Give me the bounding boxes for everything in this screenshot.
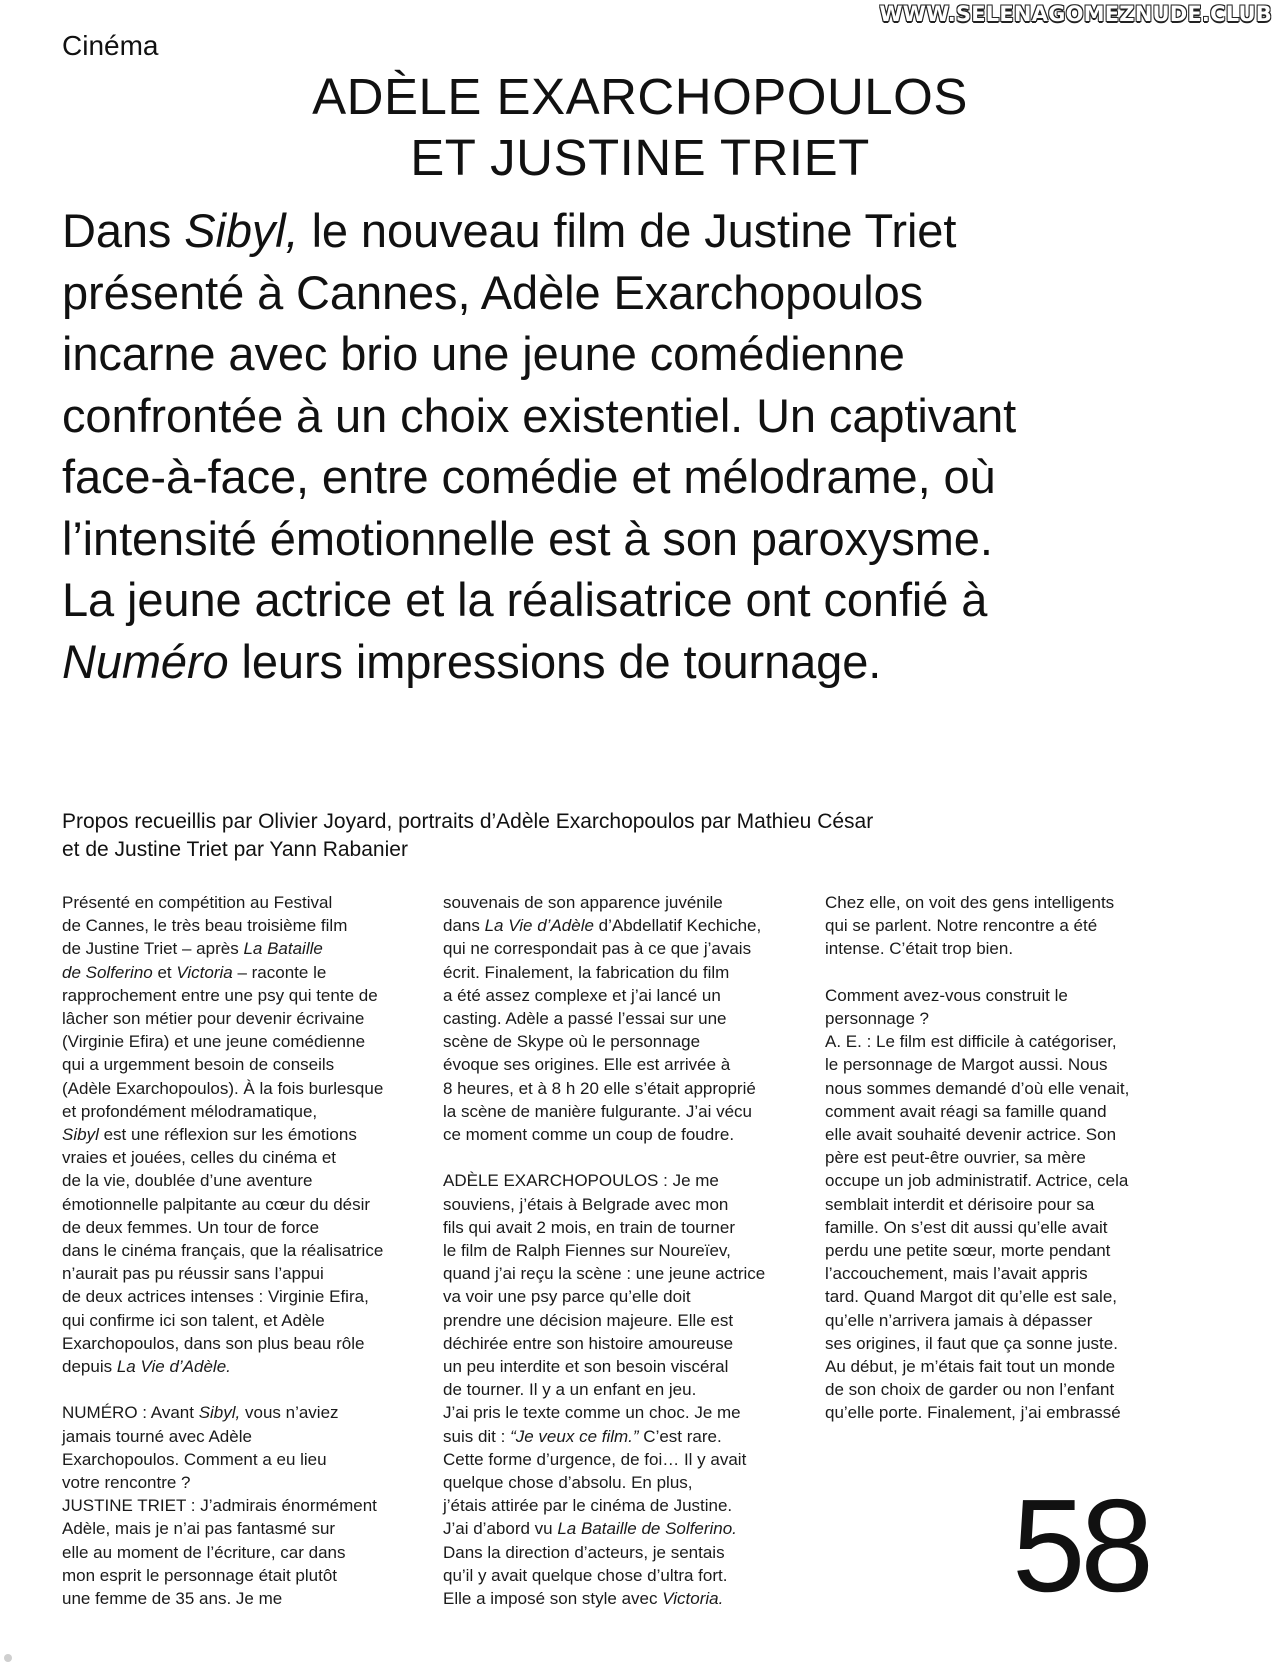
question-line: Exarchopoulos. Comment a eu lieu	[62, 1449, 327, 1469]
question-line: personnage ?	[825, 1009, 929, 1028]
body-text: J’ai d’abord vu	[443, 1519, 558, 1539]
section-label: Cinéma	[62, 30, 159, 61]
body-line: ADÈLE EXARCHOPOULOS : Je me	[443, 1171, 719, 1191]
film-title: Victoria	[176, 962, 233, 982]
lead-line: incarne avec brio une jeune comédienne	[62, 327, 905, 380]
quote: “Je veux ce film.”	[510, 1426, 639, 1446]
body-line: elle au moment de l’écriture, car dans	[62, 1542, 346, 1562]
question-line: votre rencontre ?	[62, 1473, 191, 1493]
body-line: perdu une petite sœur, morte pendant	[825, 1241, 1111, 1261]
question-line: jamais tourné avec Adèle	[62, 1426, 252, 1446]
lead-line: confrontée à un choix existentiel. Un captivant	[62, 388, 1017, 442]
text-column-1	[62, 891, 407, 1610]
body-line: le personnage de Margot aussi. Nous	[825, 1055, 1108, 1075]
page-corner-mark	[4, 1654, 12, 1662]
body-line: la scène de manière fulgurante. J’ai vécu	[443, 1101, 753, 1121]
body-line: de deux femmes. Un tour de force	[62, 1217, 320, 1237]
body-line: souviens, j’étais à Belgrade avec mon	[443, 1194, 729, 1214]
body-line: j’étais attirée par le cinéma de Justine.	[443, 1496, 733, 1516]
body-line: Cette forme d’urgence, de foi… Il y avait	[443, 1449, 747, 1469]
body-line: et profondément mélodramatique,	[62, 1101, 318, 1121]
text-column-3	[825, 891, 1170, 1425]
body-line: tard. Quand Margot dit qu’elle est sale,	[825, 1287, 1117, 1307]
body-line: occupe un job administratif. Actrice, cela	[825, 1171, 1129, 1191]
body-line: (Virginie Efira) et une jeune comédienne	[62, 1032, 366, 1052]
body-text: est une réflexion sur les émotions	[98, 1125, 357, 1145]
film-title: La Bataille de Solferino.	[557, 1519, 737, 1539]
body-line: déchirée entre son histoire amoureuse	[443, 1333, 734, 1353]
body-line: JUSTINE TRIET : J’admirais énormément	[62, 1496, 377, 1516]
body-line: va voir une psy parce qu’elle doit	[443, 1287, 691, 1307]
body-text: de Justine Triet – après	[62, 939, 244, 959]
body-line: comment avait réagi sa famille quand	[825, 1101, 1107, 1121]
paragraph-gap	[825, 961, 1170, 984]
body-text: et	[152, 962, 177, 982]
body-line: vraies et jouées, celles du cinéma et	[62, 1148, 337, 1168]
title-line: ADÈLE EXARCHOPOULOS	[312, 68, 968, 125]
body-line: Exarchopoulos, dans son plus beau rôle	[62, 1333, 365, 1353]
lead-text: leurs impressions de tournage.	[228, 634, 882, 688]
body-line: lâcher son métier pour devenir écrivaine	[62, 1009, 365, 1029]
body-line	[62, 1123, 407, 1146]
body-line: Dans la direction d’acteurs, je sentais	[443, 1542, 725, 1562]
body-line: Présenté en compétition au Festival	[62, 893, 333, 912]
lead-text: le nouveau film de Justine Triet	[298, 204, 957, 257]
body-line: mon esprit le personnage était plutôt	[62, 1565, 338, 1585]
body-line: semblait interdit et dérisoire pour sa	[825, 1194, 1095, 1214]
paragraph-gap	[62, 1378, 407, 1401]
body-line: intense. C’était trop bien.	[825, 939, 1014, 959]
body-text: C’est rare.	[638, 1426, 722, 1446]
body-line: de la vie, doublée d’une aventure	[62, 1171, 313, 1191]
body-line: qu’elle n’arrivera jamais à dépasser	[825, 1310, 1093, 1330]
body-line: une femme de 35 ans. Je me	[62, 1589, 283, 1609]
body-line: n’aurait pas pu réussir sans l’appui	[62, 1264, 324, 1284]
lead-line: La jeune actrice et la réalisatrice ont confié à	[62, 573, 988, 626]
body-line: qu’elle porte. Finalement, j’ai embrassé	[825, 1403, 1121, 1423]
body-text: – raconte le	[232, 962, 327, 982]
body-line	[62, 1355, 407, 1378]
body-line: le film de Ralph Fiennes sur Noureïev,	[443, 1241, 731, 1261]
body-text: dans	[443, 916, 485, 936]
text-column-2	[443, 891, 788, 1610]
film-title: La Vie d’Adèle	[484, 916, 594, 936]
body-text: Elle a imposé son style avec	[443, 1589, 663, 1609]
body-line: elle avait souhaité devenir actrice. Son	[825, 1125, 1117, 1145]
body-line	[443, 914, 788, 937]
body-line: 8 heures, et à 8 h 20 elle s’était approprié	[443, 1078, 756, 1098]
body-line: de Cannes, le très beau troisième film	[62, 916, 348, 936]
body-line: ce moment comme un coup de foudre.	[443, 1125, 735, 1145]
body-line: qui a urgemment besoin de conseils	[62, 1055, 335, 1075]
film-title: La Bataille	[243, 939, 323, 959]
question-line: Comment avez-vous construit le	[825, 985, 1068, 1005]
body-line: père est peut-être ouvrier, sa mère	[825, 1148, 1086, 1168]
body-line: quand j’ai reçu la scène : une jeune actrice	[443, 1264, 766, 1284]
body-line: de son choix de garder ou non l’enfant	[825, 1380, 1115, 1400]
paragraph-gap	[443, 1146, 788, 1169]
film-title: Victoria.	[662, 1589, 724, 1609]
lead-paragraph	[62, 200, 1232, 692]
body-line: famille. On s’est dit aussi qu’elle avait	[825, 1217, 1108, 1237]
lead-text: Dans	[62, 204, 185, 257]
body-line: casting. Adèle a passé l’essai sur une	[443, 1009, 727, 1029]
lead-line	[62, 631, 1232, 693]
body-text: suis dit :	[443, 1426, 511, 1446]
body-line: fils qui avait 2 mois, en train de tourner	[443, 1217, 735, 1237]
body-line: de deux actrices intenses : Virginie Efira,	[62, 1287, 369, 1307]
body-line: écrit. Finalement, la fabrication du film	[443, 962, 730, 982]
body-line: J’ai pris le texte comme un choc. Je me	[443, 1403, 741, 1423]
question-text: NUMÉRO : Avant	[62, 1403, 199, 1423]
body-line	[62, 937, 407, 960]
credits	[62, 808, 1042, 864]
body-line: dans le cinéma français, que la réalisatrice	[62, 1241, 384, 1261]
lead-line	[62, 200, 1232, 262]
body-line: quelque chose d’absolu. En plus,	[443, 1473, 693, 1493]
body-line: l’accouchement, mais l’avait appris	[825, 1264, 1088, 1284]
body-line: rapprochement entre une psy qui tente de	[62, 985, 378, 1005]
body-line	[62, 961, 407, 984]
lead-line: l’intensité émotionnelle est à son paroxysme.	[62, 511, 993, 565]
body-line: émotionnelle palpitante au cœur du désir	[62, 1194, 371, 1214]
body-line: Adèle, mais je n’ai pas fantasmé sur	[62, 1519, 336, 1539]
body-line: a été assez complexe et j’ai lancé un	[443, 985, 721, 1005]
film-title: La Vie d’Adèle.	[116, 1357, 231, 1377]
question-text: vous n’aviez	[240, 1403, 339, 1423]
film-title: de Solferino	[62, 962, 153, 982]
body-line: scène de Skype où le personnage	[443, 1032, 701, 1052]
credits-line: et de Justine Triet par Yann Rabanier	[62, 838, 408, 861]
lead-line: face-à-face, entre comédie et mélodrame, où	[62, 450, 996, 503]
body-line: qui se parlent. Notre rencontre a été	[825, 916, 1098, 936]
magazine-name: Numéro	[62, 634, 229, 688]
question-line	[62, 1401, 407, 1424]
body-text: d’Abdellatif Kechiche,	[593, 916, 762, 936]
title-line: ET JUSTINE TRIET	[410, 129, 870, 186]
body-line: (Adèle Exarchopoulos). À la fois burlesque	[62, 1078, 384, 1098]
body-line: évoque ses origines. Elle est arrivée à	[443, 1055, 731, 1075]
body-line: Chez elle, on voit des gens intelligents	[825, 893, 1115, 912]
body-line	[443, 1587, 788, 1610]
body-line	[443, 1517, 788, 1540]
body-line: qui confirme ici son talent, et Adèle	[62, 1310, 325, 1330]
film-title: Sibyl,	[198, 1403, 241, 1423]
body-line: Au début, je m’étais fait tout un monde	[825, 1357, 1116, 1377]
body-line: un peu interdite et son besoin viscéral	[443, 1357, 729, 1377]
body-line	[443, 1425, 788, 1448]
body-line: ses origines, il faut que ça sonne juste.	[825, 1333, 1118, 1353]
body-line: de tourner. Il y a un enfant en jeu.	[443, 1380, 697, 1400]
body-text: depuis	[62, 1357, 117, 1377]
credits-line: Propos recueillis par Olivier Joyard, portraits d’Adèle Exarchopoulos par Mathieu César	[62, 810, 874, 833]
page-number: 58	[1012, 1472, 1149, 1619]
watermark: WWW.SELENAGOMEZNUDE.CLUB	[879, 2, 1272, 26]
body-line: A. E. : Le film est difficile à catégoriser,	[825, 1032, 1117, 1052]
film-title: Sibyl	[62, 1125, 99, 1145]
body-line: qu’il y avait quelque chose d’ultra fort.	[443, 1565, 728, 1585]
body-line: nous sommes demandé d’où elle venait,	[825, 1078, 1130, 1098]
film-title: Sibyl,	[184, 204, 299, 257]
body-line: souvenais de son apparence juvénile	[443, 893, 723, 912]
body-line: prendre une décision majeure. Elle est	[443, 1310, 734, 1330]
article-title	[0, 66, 1280, 188]
body-line: qui ne correspondait pas à ce que j’avais	[443, 939, 752, 959]
lead-line: présenté à Cannes, Adèle Exarchopoulos	[62, 265, 924, 319]
